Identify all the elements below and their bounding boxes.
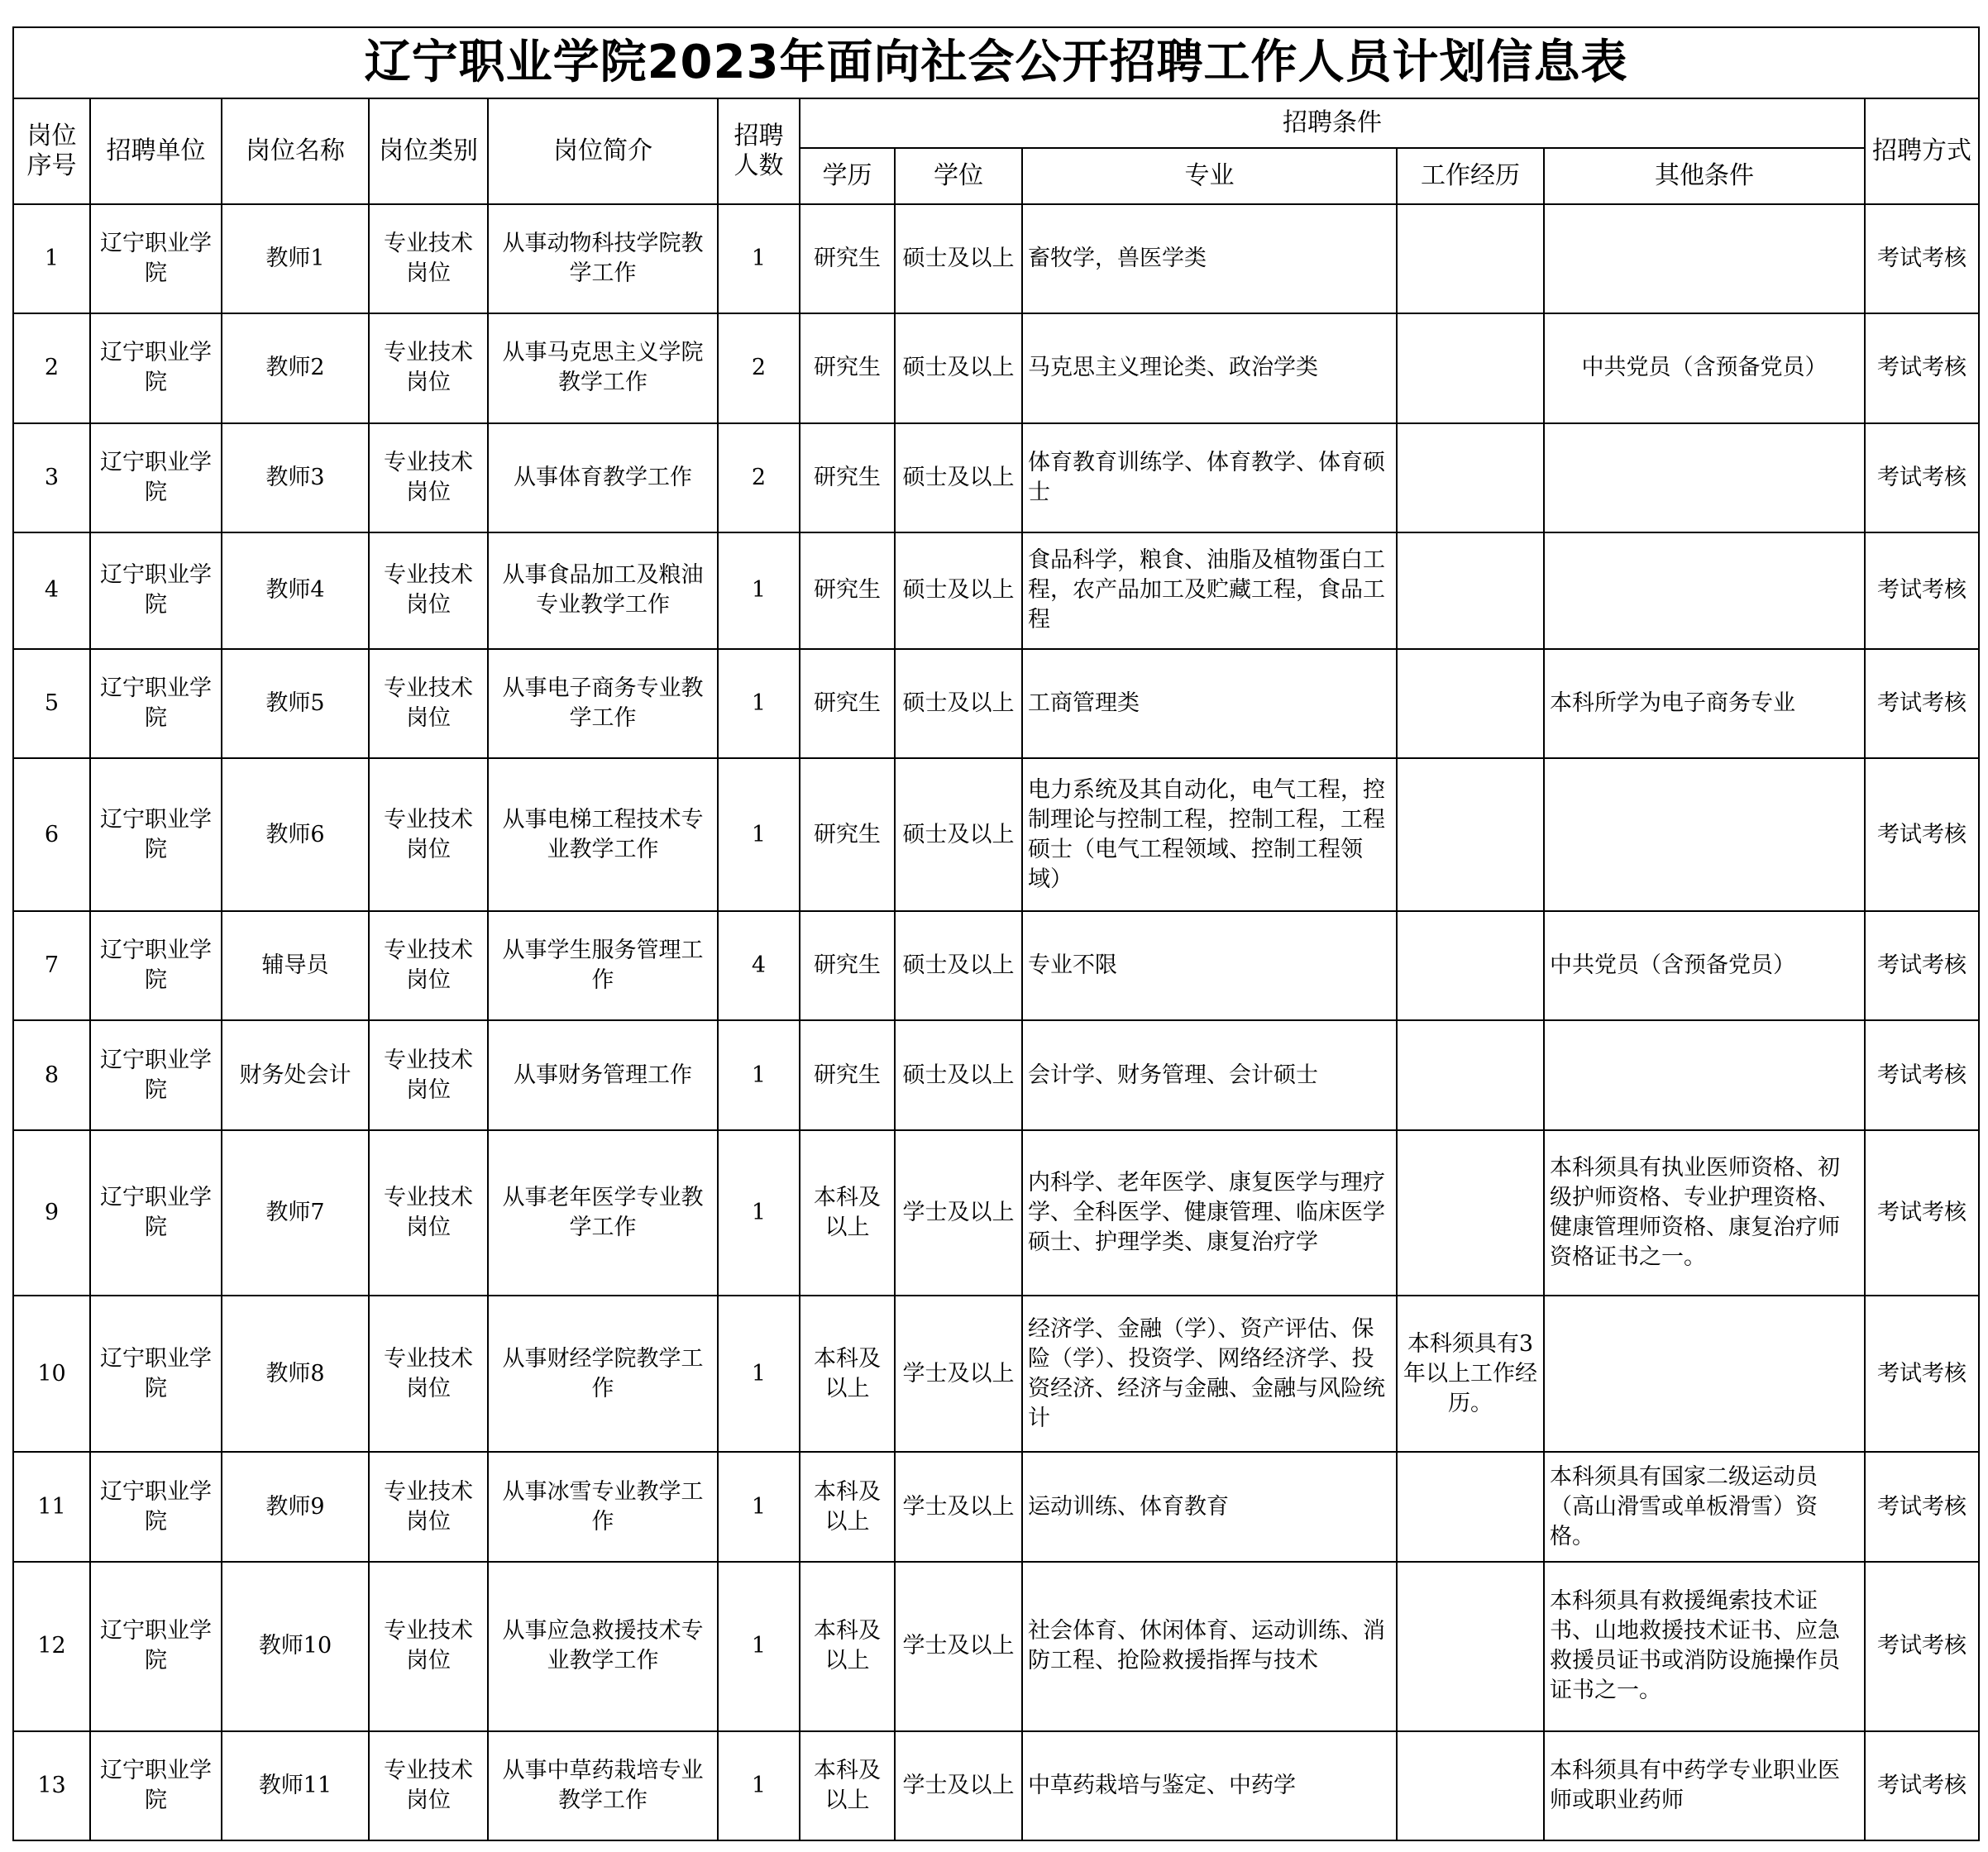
table-body <box>13 204 1979 1840</box>
cell-degree: 硕士及以上 <box>895 1020 1022 1129</box>
cell-major: 专业不限 <box>1022 911 1397 1020</box>
cell-experience <box>1397 1452 1544 1561</box>
cell-count: 4 <box>718 911 800 1020</box>
table-row <box>13 532 1979 649</box>
table-row <box>13 758 1979 911</box>
table-row <box>13 423 1979 532</box>
cell-seq: 2 <box>13 313 90 422</box>
cell-count: 1 <box>718 1020 800 1129</box>
cell-method: 考试考核 <box>1865 1296 1979 1453</box>
cell-category: 专业技术岗位 <box>369 649 488 758</box>
cell-intro: 从事冰雪专业教学工作 <box>488 1452 718 1561</box>
cell-education: 研究生 <box>800 911 895 1020</box>
cell-method: 考试考核 <box>1865 758 1979 911</box>
cell-seq: 7 <box>13 911 90 1020</box>
cell-category: 专业技术岗位 <box>369 758 488 911</box>
cell-other <box>1544 1020 1865 1129</box>
cell-unit: 辽宁职业学院 <box>90 532 222 649</box>
cell-count: 1 <box>718 1130 800 1296</box>
table-row <box>13 1452 1979 1561</box>
table-row <box>13 204 1979 313</box>
cell-seq: 12 <box>13 1562 90 1731</box>
cell-method: 考试考核 <box>1865 911 1979 1020</box>
cell-intro: 从事财经学院教学工作 <box>488 1296 718 1453</box>
cell-method: 考试考核 <box>1865 1731 1979 1840</box>
cell-method: 考试考核 <box>1865 532 1979 649</box>
table-row <box>13 911 1979 1020</box>
cell-post-name: 教师4 <box>222 532 369 649</box>
cell-other: 本科所学为电子商务专业 <box>1544 649 1865 758</box>
cell-category: 专业技术岗位 <box>369 1562 488 1731</box>
header-seq: 岗位序号 <box>13 98 90 204</box>
cell-count: 1 <box>718 1562 800 1731</box>
cell-method: 考试考核 <box>1865 649 1979 758</box>
cell-degree: 硕士及以上 <box>895 649 1022 758</box>
cell-education: 研究生 <box>800 204 895 313</box>
cell-unit: 辽宁职业学院 <box>90 649 222 758</box>
table-row <box>13 1562 1979 1731</box>
cell-post-name: 教师9 <box>222 1452 369 1561</box>
cell-major: 经济学、金融（学）、资产评估、保险（学）、投资学、网络经济学、投资经济、经济与金融、金融与风险统计 <box>1022 1296 1397 1453</box>
cell-count: 1 <box>718 1731 800 1840</box>
cell-method: 考试考核 <box>1865 1020 1979 1129</box>
cell-education: 研究生 <box>800 649 895 758</box>
cell-unit: 辽宁职业学院 <box>90 423 222 532</box>
header-post-name: 岗位名称 <box>222 98 369 204</box>
cell-unit: 辽宁职业学院 <box>90 313 222 422</box>
cell-other <box>1544 423 1865 532</box>
cell-degree: 学士及以上 <box>895 1562 1022 1731</box>
cell-education: 研究生 <box>800 1020 895 1129</box>
cell-intro: 从事电梯工程技术专业教学工作 <box>488 758 718 911</box>
cell-degree: 硕士及以上 <box>895 758 1022 911</box>
recruitment-plan-table <box>12 26 1980 1841</box>
cell-unit: 辽宁职业学院 <box>90 758 222 911</box>
cell-unit: 辽宁职业学院 <box>90 1296 222 1453</box>
cell-count: 2 <box>718 423 800 532</box>
cell-post-name: 教师2 <box>222 313 369 422</box>
cell-education: 本科及以上 <box>800 1296 895 1453</box>
cell-degree: 学士及以上 <box>895 1452 1022 1561</box>
cell-category: 专业技术岗位 <box>369 313 488 422</box>
table-row <box>13 1020 1979 1129</box>
cell-post-name: 教师8 <box>222 1296 369 1453</box>
cell-degree: 硕士及以上 <box>895 313 1022 422</box>
cell-education: 研究生 <box>800 313 895 422</box>
cell-education: 本科及以上 <box>800 1452 895 1561</box>
cell-post-name: 教师3 <box>222 423 369 532</box>
cell-degree: 学士及以上 <box>895 1130 1022 1296</box>
cell-seq: 1 <box>13 204 90 313</box>
cell-major: 中草药栽培与鉴定、中药学 <box>1022 1731 1397 1840</box>
cell-other <box>1544 532 1865 649</box>
cell-experience <box>1397 1130 1544 1296</box>
cell-other <box>1544 204 1865 313</box>
cell-count: 1 <box>718 1452 800 1561</box>
cell-intro: 从事食品加工及粮油专业教学工作 <box>488 532 718 649</box>
cell-seq: 4 <box>13 532 90 649</box>
cell-education: 本科及以上 <box>800 1562 895 1731</box>
cell-other <box>1544 1296 1865 1453</box>
cell-category: 专业技术岗位 <box>369 1296 488 1453</box>
cell-category: 专业技术岗位 <box>369 911 488 1020</box>
cell-intro: 从事财务管理工作 <box>488 1020 718 1129</box>
table-row <box>13 1296 1979 1453</box>
cell-intro: 从事中草药栽培专业教学工作 <box>488 1731 718 1840</box>
cell-experience <box>1397 532 1544 649</box>
cell-experience: 本科须具有3年以上工作经历。 <box>1397 1296 1544 1453</box>
cell-method: 考试考核 <box>1865 423 1979 532</box>
header-method: 招聘方式 <box>1865 98 1979 204</box>
cell-seq: 5 <box>13 649 90 758</box>
cell-experience <box>1397 911 1544 1020</box>
page-title: 辽宁职业学院2023年面向社会公开招聘工作人员计划信息表 <box>13 27 1979 98</box>
cell-seq: 10 <box>13 1296 90 1453</box>
table-row <box>13 313 1979 422</box>
header-major: 专业 <box>1022 148 1397 204</box>
cell-count: 1 <box>718 204 800 313</box>
cell-experience <box>1397 423 1544 532</box>
cell-count: 1 <box>718 532 800 649</box>
cell-post-name: 教师10 <box>222 1562 369 1731</box>
cell-post-name: 辅导员 <box>222 911 369 1020</box>
header-other: 其他条件 <box>1544 148 1865 204</box>
cell-unit: 辽宁职业学院 <box>90 1452 222 1561</box>
header-degree: 学位 <box>895 148 1022 204</box>
header-unit: 招聘单位 <box>90 98 222 204</box>
cell-category: 专业技术岗位 <box>369 423 488 532</box>
cell-unit: 辽宁职业学院 <box>90 1562 222 1731</box>
cell-other: 中共党员（含预备党员） <box>1544 313 1865 422</box>
cell-unit: 辽宁职业学院 <box>90 204 222 313</box>
cell-other: 本科须具有执业医师资格、初级护师资格、专业护理资格、健康管理师资格、康复治疗师资格证书之一。 <box>1544 1130 1865 1296</box>
cell-category: 专业技术岗位 <box>369 1020 488 1129</box>
cell-seq: 8 <box>13 1020 90 1129</box>
cell-category: 专业技术岗位 <box>369 532 488 649</box>
cell-intro: 从事应急救援技术专业教学工作 <box>488 1562 718 1731</box>
cell-seq: 13 <box>13 1731 90 1840</box>
cell-degree: 硕士及以上 <box>895 423 1022 532</box>
cell-count: 1 <box>718 649 800 758</box>
cell-other: 本科须具有救援绳索技术证书、山地救援技术证书、应急救援员证书或消防设施操作员证书之一。 <box>1544 1562 1865 1731</box>
cell-method: 考试考核 <box>1865 1130 1979 1296</box>
cell-other: 本科须具有国家二级运动员（高山滑雪或单板滑雪）资格。 <box>1544 1452 1865 1561</box>
cell-major: 马克思主义理论类、政治学类 <box>1022 313 1397 422</box>
cell-method: 考试考核 <box>1865 313 1979 422</box>
cell-intro: 从事马克思主义学院教学工作 <box>488 313 718 422</box>
cell-intro: 从事电子商务专业教学工作 <box>488 649 718 758</box>
table-row <box>13 649 1979 758</box>
cell-experience <box>1397 1562 1544 1731</box>
cell-experience <box>1397 313 1544 422</box>
table-row <box>13 1731 1979 1840</box>
cell-unit: 辽宁职业学院 <box>90 1020 222 1129</box>
cell-major: 会计学、财务管理、会计硕士 <box>1022 1020 1397 1129</box>
cell-unit: 辽宁职业学院 <box>90 1130 222 1296</box>
cell-count: 2 <box>718 313 800 422</box>
cell-major: 工商管理类 <box>1022 649 1397 758</box>
cell-major: 食品科学，粮食、油脂及植物蛋白工程，农产品加工及贮藏工程，食品工程 <box>1022 532 1397 649</box>
cell-post-name: 教师6 <box>222 758 369 911</box>
cell-seq: 9 <box>13 1130 90 1296</box>
cell-experience <box>1397 1020 1544 1129</box>
cell-other <box>1544 758 1865 911</box>
cell-major: 体育教育训练学、体育教学、体育硕士 <box>1022 423 1397 532</box>
cell-category: 专业技术岗位 <box>369 204 488 313</box>
cell-major: 社会体育、休闲体育、运动训练、消防工程、抢险救援指挥与技术 <box>1022 1562 1397 1731</box>
cell-major: 电力系统及其自动化，电气工程，控制理论与控制工程，控制工程，工程硕士（电气工程领域、控制工程领域） <box>1022 758 1397 911</box>
cell-count: 1 <box>718 1296 800 1453</box>
cell-post-name: 教师1 <box>222 204 369 313</box>
cell-education: 研究生 <box>800 758 895 911</box>
cell-degree: 硕士及以上 <box>895 532 1022 649</box>
header-intro: 岗位简介 <box>488 98 718 204</box>
table-row <box>13 1130 1979 1296</box>
cell-method: 考试考核 <box>1865 1562 1979 1731</box>
header-experience: 工作经历 <box>1397 148 1544 204</box>
cell-post-name: 教师11 <box>222 1731 369 1840</box>
cell-category: 专业技术岗位 <box>369 1452 488 1561</box>
cell-category: 专业技术岗位 <box>369 1731 488 1840</box>
cell-post-name: 教师5 <box>222 649 369 758</box>
cell-unit: 辽宁职业学院 <box>90 911 222 1020</box>
cell-experience <box>1397 649 1544 758</box>
header-conditions: 招聘条件 <box>800 98 1865 148</box>
cell-method: 考试考核 <box>1865 1452 1979 1561</box>
cell-category: 专业技术岗位 <box>369 1130 488 1296</box>
cell-experience <box>1397 204 1544 313</box>
cell-other: 中共党员（含预备党员） <box>1544 911 1865 1020</box>
cell-degree: 硕士及以上 <box>895 204 1022 313</box>
cell-education: 本科及以上 <box>800 1731 895 1840</box>
cell-unit: 辽宁职业学院 <box>90 1731 222 1840</box>
cell-experience <box>1397 1731 1544 1840</box>
cell-other: 本科须具有中药学专业职业医师或职业药师 <box>1544 1731 1865 1840</box>
header-count: 招聘人数 <box>718 98 800 204</box>
cell-method: 考试考核 <box>1865 204 1979 313</box>
header-category: 岗位类别 <box>369 98 488 204</box>
header-education: 学历 <box>800 148 895 204</box>
cell-intro: 从事体育教学工作 <box>488 423 718 532</box>
cell-intro: 从事动物科技学院教学工作 <box>488 204 718 313</box>
cell-major: 畜牧学，兽医学类 <box>1022 204 1397 313</box>
cell-degree: 硕士及以上 <box>895 911 1022 1020</box>
cell-intro: 从事学生服务管理工作 <box>488 911 718 1020</box>
cell-experience <box>1397 758 1544 911</box>
cell-intro: 从事老年医学专业教学工作 <box>488 1130 718 1296</box>
cell-education: 研究生 <box>800 423 895 532</box>
cell-degree: 学士及以上 <box>895 1731 1022 1840</box>
cell-education: 本科及以上 <box>800 1130 895 1296</box>
cell-seq: 11 <box>13 1452 90 1561</box>
cell-major: 内科学、老年医学、康复医学与理疗学、全科医学、健康管理、临床医学硕士、护理学类、康复治疗学 <box>1022 1130 1397 1296</box>
cell-major: 运动训练、体育教育 <box>1022 1452 1397 1561</box>
cell-post-name: 财务处会计 <box>222 1020 369 1129</box>
cell-seq: 3 <box>13 423 90 532</box>
cell-seq: 6 <box>13 758 90 911</box>
cell-count: 1 <box>718 758 800 911</box>
cell-education: 研究生 <box>800 532 895 649</box>
cell-degree: 学士及以上 <box>895 1296 1022 1453</box>
cell-post-name: 教师7 <box>222 1130 369 1296</box>
